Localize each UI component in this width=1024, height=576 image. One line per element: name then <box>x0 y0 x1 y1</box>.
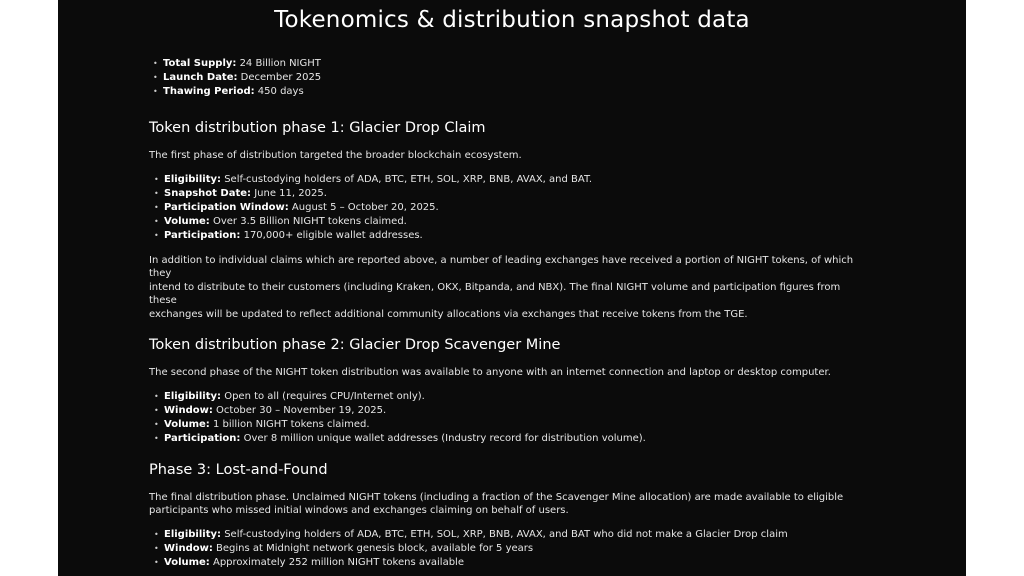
item-value: 24 Billion NIGHT <box>236 58 321 69</box>
item-value: December 2025 <box>237 72 322 83</box>
phase2-intro: The second phase of the NIGHT token distribution was available to anyone with an internet connection and laptop or desktop computer. <box>149 367 831 378</box>
list-item <box>163 57 869 71</box>
item-value: 450 days <box>254 86 304 97</box>
note-line: In addition to individual claims which are reported above, a number of leading exchanges have received a portion of NIGHT tokens, of which they <box>149 254 854 279</box>
phase3-intro <box>149 491 869 518</box>
item-key: Eligibility: <box>164 390 222 402</box>
document-panel <box>58 0 966 576</box>
list-item <box>164 390 869 404</box>
list-item <box>164 432 869 446</box>
document-content <box>149 57 869 570</box>
list-item <box>163 85 869 99</box>
list-item <box>164 187 869 201</box>
item-value: October 30 – November 19, 2025. <box>212 404 387 416</box>
item-value: August 5 – October 20, 2025. <box>288 201 439 213</box>
list-item <box>164 528 869 542</box>
item-key: Participation: <box>164 432 241 444</box>
item-key: Window: <box>164 404 213 416</box>
item-value: Open to all (requires CPU/Internet only). <box>221 390 425 402</box>
list-item <box>164 229 869 243</box>
list-item <box>164 215 869 229</box>
item-value: Self-custodying holders of ADA, BTC, ETH, SOL, XRP, BNB, AVAX, and BAT who did not make a Glacier Drop claim <box>221 528 788 540</box>
item-value: June 11, 2025. <box>251 187 327 199</box>
item-value: Over 8 million unique wallet addresses (Industry record for distribution volume). <box>240 432 646 444</box>
phase1-intro: The first phase of distribution targeted the broader blockchain ecosystem. <box>149 150 522 161</box>
item-value: Over 3.5 Billion NIGHT tokens claimed. <box>209 215 407 227</box>
phase3-heading: Phase 3: Lost-and-Found <box>149 461 328 478</box>
item-key: Participation Window: <box>164 201 289 213</box>
item-key: Snapshot Date: <box>164 187 252 199</box>
item-key: Eligibility: <box>164 528 222 540</box>
item-key: Participation: <box>164 229 241 241</box>
item-value: Self-custodying holders of ADA, BTC, ETH, SOL, XRP, BNB, AVAX, and BAT. <box>221 173 593 185</box>
list-item <box>163 71 869 85</box>
item-key: Window: <box>164 542 213 554</box>
phase2-list <box>164 390 869 446</box>
phase1-note <box>149 254 869 322</box>
phase2-heading: Token distribution phase 2: Glacier Drop Scavenger Mine <box>149 337 561 353</box>
item-value: Begins at Midnight network genesis block, available for 5 years <box>212 542 534 554</box>
item-key: Total Supply: <box>163 58 237 69</box>
note-line: intend to distribute to their customers (including Kraken, OKX, Bitpanda, and NBX). The final NIGHT volume and participation figures from these <box>149 281 841 306</box>
item-value: Approximately 252 million NIGHT tokens available <box>209 556 464 568</box>
phase1-heading: Token distribution phase 1: Glacier Drop Claim <box>149 120 486 136</box>
item-key: Thawing Period: <box>163 86 255 97</box>
list-item <box>164 404 869 418</box>
item-key: Launch Date: <box>163 72 238 83</box>
summary-list <box>163 57 869 99</box>
item-value: 170,000+ eligible wallet addresses. <box>240 229 423 241</box>
intro-line: The final distribution phase. Unclaimed NIGHT tokens (including a fraction of the Scavenger Mine allocation) are made available to eligible <box>149 491 844 503</box>
list-item <box>164 542 869 556</box>
item-value: 1 billion NIGHT tokens claimed. <box>209 418 370 430</box>
item-key: Volume: <box>164 556 210 568</box>
item-key: Volume: <box>164 215 210 227</box>
page-title: Tokenomics & distribution snapshot data <box>274 7 750 33</box>
item-key: Eligibility: <box>164 173 222 185</box>
note-line: exchanges will be updated to reflect additional community allocations via exchanges that receive tokens from the TGE. <box>149 308 748 320</box>
intro-line: participants who missed initial windows and exchanges claiming on behalf of users. <box>149 505 569 516</box>
list-item <box>164 173 869 187</box>
phase3-list <box>164 528 869 570</box>
phase1-list <box>164 173 869 243</box>
list-item <box>164 556 869 570</box>
list-item <box>164 201 869 215</box>
list-item <box>164 418 869 432</box>
item-key: Volume: <box>164 418 210 430</box>
